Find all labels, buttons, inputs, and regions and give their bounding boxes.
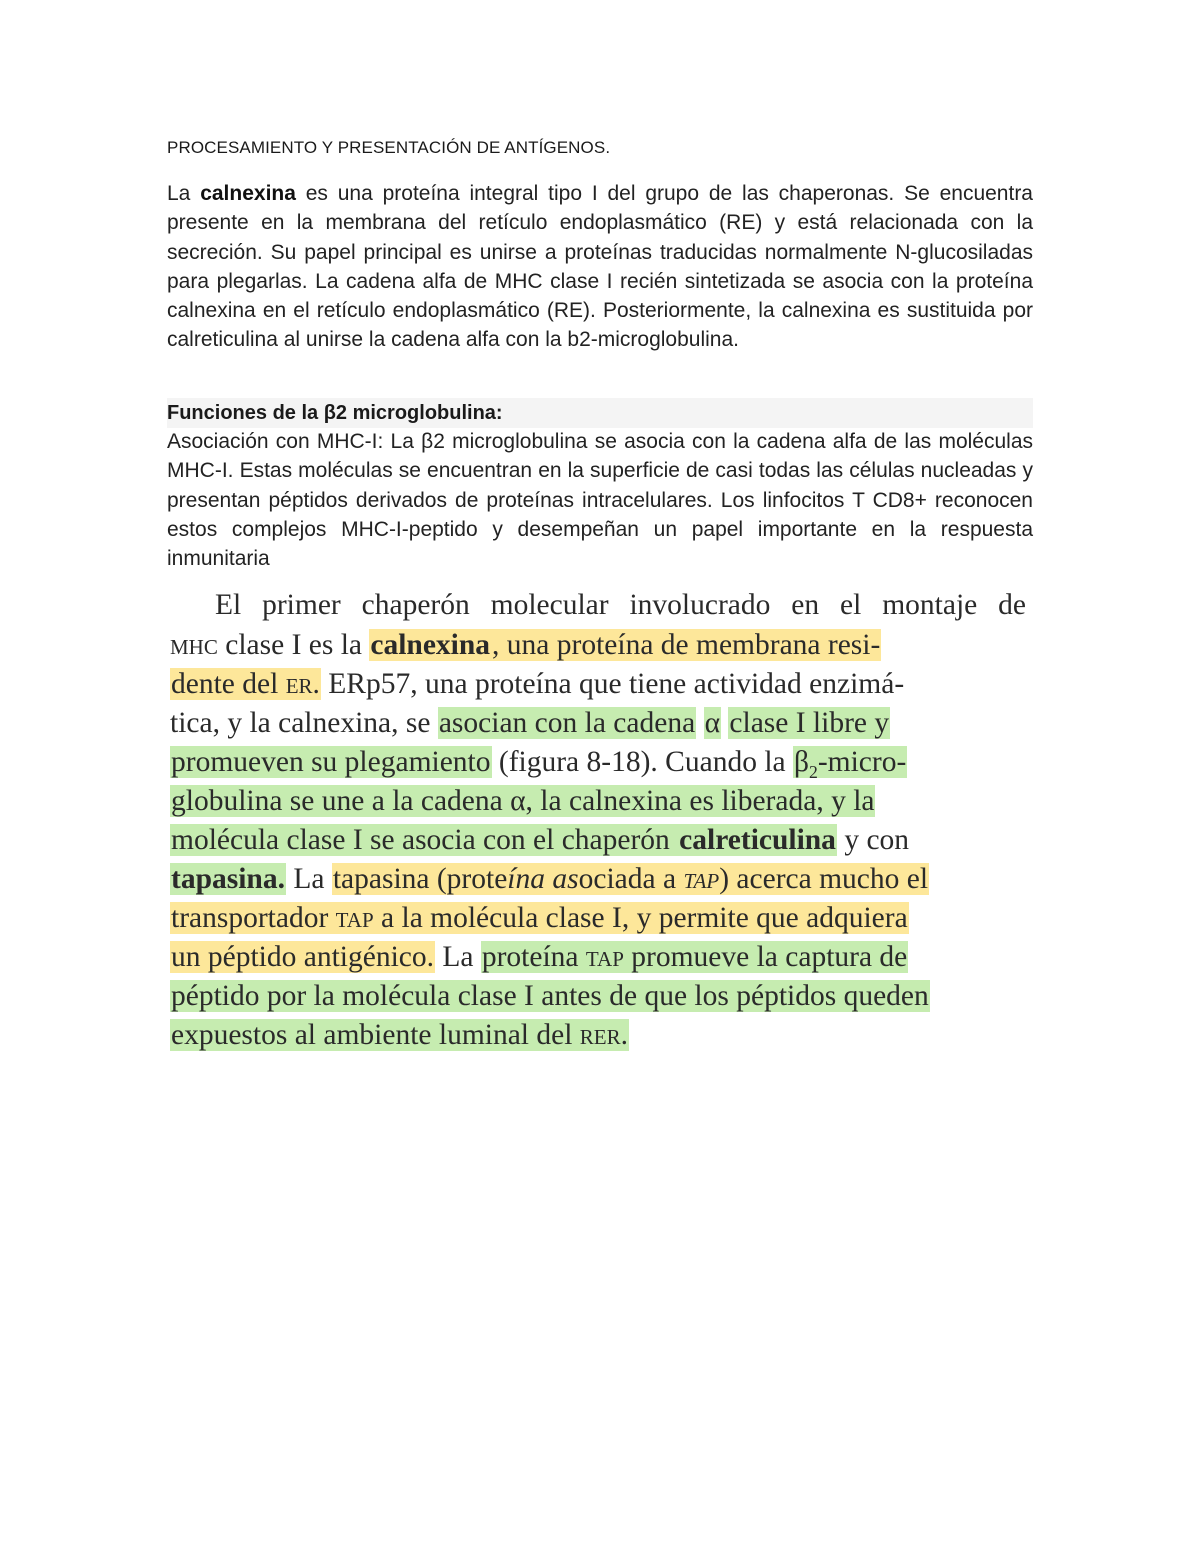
text-run: y con — [836, 824, 910, 856]
text-run: tapasina (prote — [332, 863, 508, 895]
text-run: -micro- — [817, 746, 907, 778]
word: involucrado — [629, 589, 771, 621]
text-run: ína — [507, 863, 545, 895]
book-line-1 — [215, 586, 1026, 625]
text-run: . — [620, 1019, 629, 1051]
word: de — [998, 589, 1026, 621]
word: primer — [262, 589, 341, 621]
book-line-7 — [170, 821, 1026, 860]
book-line-8 — [170, 860, 1026, 899]
text-run: tica, y la calnexina, se — [170, 707, 438, 739]
text-run: as — [552, 863, 579, 895]
text-run: ociada a — [578, 863, 684, 895]
text-run: clase I es la — [225, 629, 370, 661]
word: en — [791, 589, 820, 621]
paragraph-lead: La — [167, 182, 201, 205]
calnexina-paragraph — [167, 179, 1033, 355]
word: chaperón — [361, 589, 470, 621]
highlight-yellow — [332, 863, 929, 895]
word: molecular — [490, 589, 609, 621]
highlight-green — [170, 1019, 629, 1051]
text-run — [696, 707, 703, 739]
rer-abbrev: rer — [579, 1019, 621, 1051]
highlight-green — [481, 941, 908, 973]
b2-paragraph: Asociación con MHC-I: La β2 microglobulina se asocia con la cadena alfa de las moléculas MHC-I. Estas moléculas se encuentran en la superficie de casi todas las células nucleadas y presentan péptidos derivados de proteínas intracelulares. Los linfocitos T CD8+ reconocen estos complejos MHC-I-peptido y desempeñan un papel importante en la respuesta inmunitaria — [167, 430, 1033, 571]
subscript: 2 — [809, 761, 818, 782]
tap-abbrev: tap — [585, 941, 624, 973]
tap-abbrev: tap — [683, 863, 720, 895]
text-run: proteína — [481, 941, 586, 973]
highlight-green: asocian con la cadena — [438, 707, 696, 739]
word: el — [840, 589, 862, 621]
text-run: β — [793, 746, 809, 778]
text-run: La — [434, 941, 481, 973]
calnexina-term: calnexina — [200, 182, 296, 205]
er-abbrev: er — [285, 668, 313, 700]
b2-functions-heading: Funciones de la β2 microglobulina: — [167, 398, 1033, 428]
text-run: ERp57, una proteína que tiene actividad enzimá- — [320, 668, 905, 700]
book-line-10 — [170, 938, 1026, 977]
book-line-4 — [170, 704, 1026, 743]
book-line-11 — [170, 977, 1026, 1016]
document-title: PROCESAMIENTO Y PRESENTACIÓN DE ANTÍGENOS. — [167, 138, 611, 157]
text-run: promueve la captura de — [623, 941, 908, 973]
highlight-green: péptido por la molécula clase I antes de que los péptidos queden — [171, 980, 929, 1012]
highlight-green: promueven su plegamiento — [171, 746, 491, 778]
highlight-yellow: un péptido antigénico. — [171, 941, 434, 973]
book-line-6 — [170, 782, 1026, 821]
highlight-yellow — [170, 668, 321, 700]
highlight-yellow — [170, 902, 909, 934]
book-line-5 — [170, 743, 1026, 782]
word: El — [215, 589, 242, 621]
text-run: dente del — [171, 668, 286, 700]
highlight-green: globulina se une a la cadena α, la calnexina es liberada, y la — [171, 785, 875, 817]
highlight-yellow: , una proteína de membrana resi- — [492, 629, 881, 661]
book-line-9 — [170, 899, 1026, 938]
text-run: (figura 8-18). Cuando la — [491, 746, 793, 778]
highlight-green: clase I libre y — [729, 707, 890, 739]
book-line-12 — [170, 1016, 1026, 1055]
tap-abbrev: tap — [335, 902, 374, 934]
book-line-3 — [170, 665, 1026, 704]
highlight-green — [793, 746, 907, 782]
text-run: a la molécula clase I, y permite que adquiera — [373, 902, 908, 934]
text-run: transportador — [171, 902, 336, 934]
book-line-2 — [170, 626, 1026, 665]
highlight-calnexina: calnexina — [370, 629, 491, 661]
word: montaje — [882, 589, 978, 621]
text-run: ) acerca mucho el — [719, 863, 929, 895]
mhc-abbrev: mhc — [170, 629, 218, 661]
highlight-green: molécula clase I se asocia con el chaperón — [171, 824, 678, 856]
text-run: La — [285, 863, 332, 895]
highlight-alpha: α — [704, 707, 721, 739]
text-run: . — [312, 668, 320, 700]
text-run: expuestos al ambiente luminal del — [171, 1019, 580, 1051]
highlight-calreticulina: calreticulina — [679, 824, 836, 856]
paragraph-body: es una proteína integral tipo I del grupo de las chaperonas. Se encuentra presente en la membrana del retículo endoplasmático (RE) y está relacionada con la secreción. Su papel principal es unirse a proteínas traducidas normalmente N-glucosiladas para plegarlas. La cadena alfa de MHC clase I recién sintetizada se asocia con la proteína calnexina en el retículo endoplasmático (RE). Posteriormente, la calnexina es sustituida por calreticulina al unirse la cadena alfa con la b2-microglobulina. — [167, 182, 1033, 352]
highlight-tapasina: tapasina. — [171, 863, 285, 895]
